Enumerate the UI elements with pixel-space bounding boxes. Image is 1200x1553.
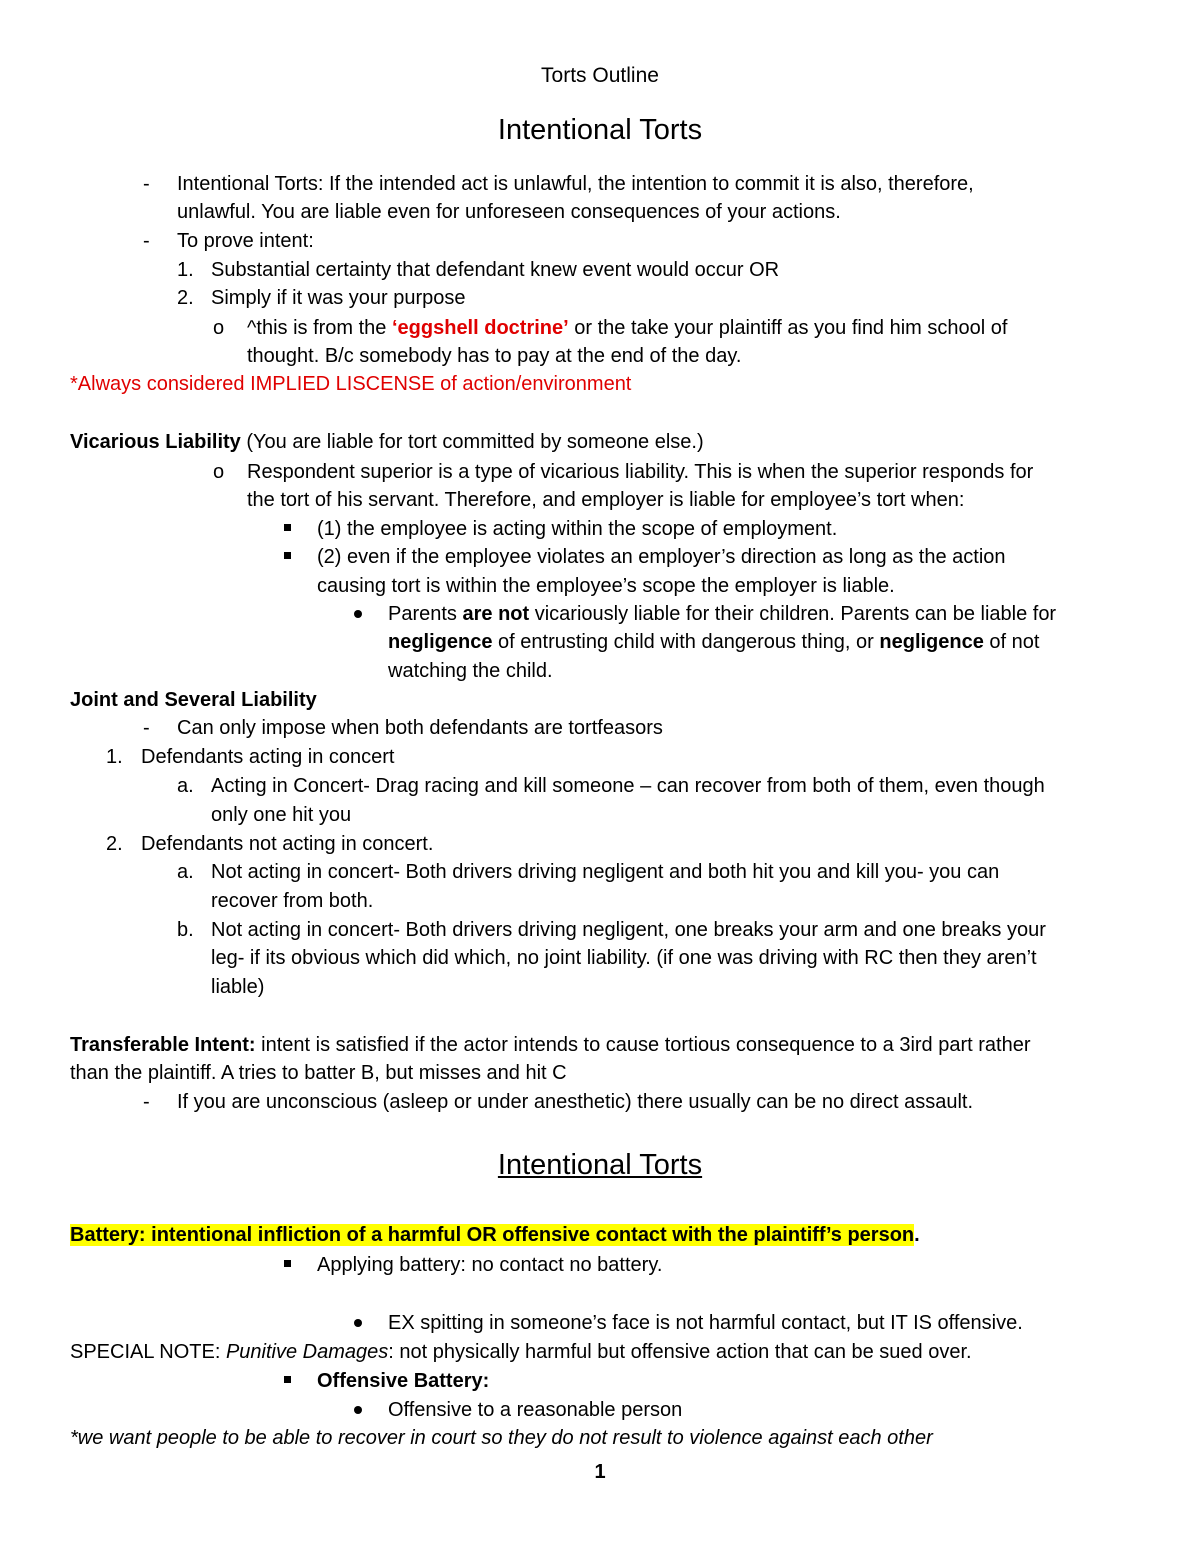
respondent-superior-line: Respondent superior is a type of vicarious liability. This is when the superior responds for — [247, 461, 1034, 483]
joint-case-example: Acting in Concert- Drag racing and kill someone – can recover from both of them, even though — [211, 775, 1045, 797]
section-heading: Intentional Torts — [497, 1149, 703, 1181]
intent-criterion: Simply if it was your purpose — [211, 287, 466, 309]
parents-note-line: watching the child. — [388, 660, 553, 682]
intro-item-line: To prove intent: — [177, 230, 314, 252]
special-note: SPECIAL NOTE: Punitive Damages: not physically harmful but offensive action that can be sued over. — [70, 1341, 972, 1363]
parents-note: Parents are not vicariously liable for their children. Parents can be liable for — [388, 603, 1057, 625]
square-bullet — [284, 1376, 291, 1383]
joint-case-item: Defendants acting in concert — [141, 746, 395, 768]
transferable-intent-line: than the plaintiff. A tries to batter B, but misses and hit C — [70, 1062, 567, 1084]
implied-license-note: *Always considered IMPLIED LISCENSE of action/environment — [70, 373, 632, 395]
number-marker: 2. — [177, 287, 194, 309]
joint-case-example-line: leg- if its obvious which did which, no joint liability. (if one was driving with RC then they aren’t — [211, 947, 1037, 969]
square-bullet — [284, 524, 291, 531]
vicarious-heading: Vicarious Liability (You are liable for tort committed by someone else.) — [70, 431, 704, 453]
battery-highlight: Battery: intentional infliction of a harmful OR offensive contact with the plaintiff’s person — [70, 1224, 915, 1246]
round-bullet — [354, 610, 362, 618]
o-marker: o — [213, 461, 225, 483]
joint-case-item: Defendants not acting in concert. — [141, 833, 434, 855]
joint-case-example-line: recover from both. — [211, 890, 374, 912]
footnote: *we want people to be able to recover in court so they do not result to violence against each other — [70, 1427, 933, 1449]
joint-liability-rule: Can only impose when both defendants are tortfeasors — [177, 717, 663, 739]
intent-criterion: Substantial certainty that defendant knew event would occur OR — [211, 259, 780, 281]
section-heading: Intentional Torts — [497, 114, 703, 146]
joint-case-example: Not acting in concert- Both drivers driving negligent and both hit you and kill you- you can — [211, 861, 1000, 883]
dash-marker: - — [143, 717, 150, 739]
page-number: 1 — [594, 1461, 606, 1483]
offensive-battery-heading: Offensive Battery: — [317, 1370, 490, 1392]
round-bullet — [354, 1319, 362, 1327]
dash-marker: - — [143, 173, 150, 195]
joint-liability-heading: Joint and Several Liability — [70, 689, 317, 711]
joint-case-example: Not acting in concert- Both drivers driving negligent, one breaks your arm and one breaks your — [211, 919, 1046, 941]
transferable-intent: Transferable Intent: intent is satisfied if the actor intends to cause tortious consequence to a 3ird part rather — [70, 1034, 1031, 1056]
battery-definition: Battery: intentional infliction of a harmful OR offensive contact with the plaintiff’s person. — [70, 1224, 920, 1246]
reasonable-person: Offensive to a reasonable person — [388, 1399, 683, 1421]
round-bullet — [354, 1406, 362, 1414]
eggshell-doctrine-term: ‘eggshell doctrine’ — [391, 317, 569, 339]
dash-marker: - — [143, 230, 150, 252]
intro-item-line: unlawful. You are liable even for unforeseen consequences of your actions. — [177, 201, 841, 223]
number-marker: 1. — [177, 259, 194, 281]
document-title: Torts Outline — [541, 64, 659, 87]
square-bullet — [284, 1260, 291, 1267]
respondent-superior-line: the tort of his servant. Therefore, and employer is liable for employee’s tort when: — [247, 489, 965, 511]
o-marker: o — [213, 317, 225, 339]
joint-case-example-line: only one hit you — [211, 804, 352, 826]
letter-marker: a. — [177, 775, 194, 797]
eggshell-note-line: thought. B/c somebody has to pay at the end of the day. — [247, 345, 742, 367]
intro-item-line: Intentional Torts: If the intended act is unlawful, the intention to commit it is also, therefore, — [177, 173, 974, 195]
applying-battery: Applying battery: no contact no battery. — [317, 1254, 663, 1276]
letter-marker: a. — [177, 861, 194, 883]
dash-marker: - — [143, 1091, 150, 1113]
employment-condition: (2) even if the employee violates an employer’s direction as long as the action — [317, 546, 1006, 568]
number-marker: 2. — [106, 833, 123, 855]
employment-condition: (1) the employee is acting within the scope of employment. — [317, 518, 838, 540]
employment-condition-line: causing tort is within the employee’s scope the employer is liable. — [317, 575, 895, 597]
joint-case-example-line: liable) — [211, 976, 265, 998]
square-bullet — [284, 552, 291, 559]
eggshell-note: ^this is from the ‘eggshell doctrine’ or the take your plaintiff as you find him school of — [247, 317, 1008, 339]
spitting-example: EX spitting in someone’s face is not harmful contact, but IT IS offensive. — [388, 1312, 1023, 1334]
unconscious-note: If you are unconscious (asleep or under anesthetic) there usually can be no direct assault. — [177, 1091, 974, 1113]
parents-note-line: negligence of entrusting child with dangerous thing, or negligence of not — [388, 631, 1040, 653]
letter-marker: b. — [177, 919, 194, 941]
number-marker: 1. — [106, 746, 123, 768]
